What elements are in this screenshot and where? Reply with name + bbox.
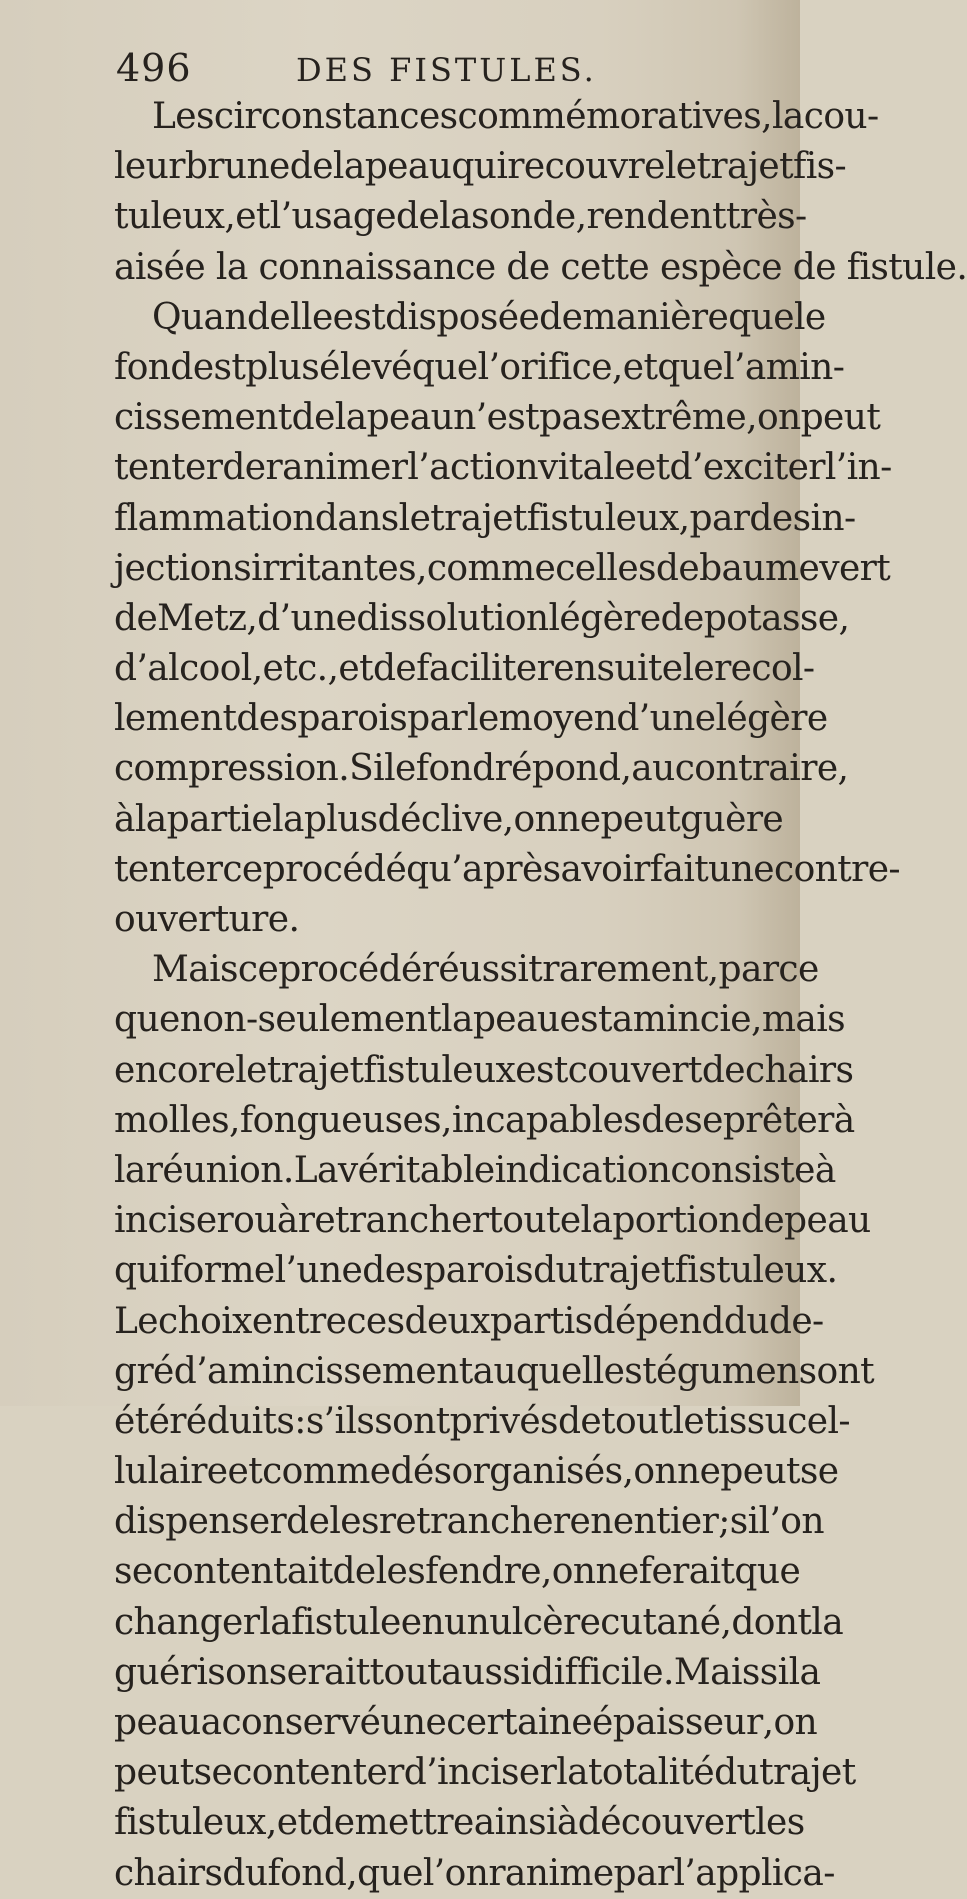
text-line: inciser ou à retrancher toute la portion de peau bbox=[114, 1200, 871, 1242]
text-line: tenter de ranimer l’action vitale et d’exciter l’in- bbox=[114, 447, 892, 489]
text-line: guérison serait tout aussi difficile. Mais si la bbox=[114, 1651, 821, 1693]
text-line: tuleux , et l’usage de la sonde , rendent très- bbox=[114, 196, 807, 238]
text-line: Mais ce procédé réussit rarement , parce bbox=[152, 949, 819, 991]
text-line: qui forme l’une des parois du trajet fistuleux. bbox=[114, 1250, 838, 1292]
text-line: aisée la connaissance de cette espèce de fistule. bbox=[114, 246, 967, 288]
text-line: cissement de la peau n’est pas extrême , on peut bbox=[114, 397, 881, 439]
text-line: peau a conservé une certaine épaisseur , on bbox=[114, 1702, 818, 1743]
text-line: Les circonstances commémoratives , la cou- bbox=[152, 96, 879, 137]
text-line: tenter ce procédé qu’après avoir fait une contre- bbox=[114, 848, 900, 890]
running-head: DES FISTULES. bbox=[296, 51, 597, 89]
text-line: leur brune de la peau qui recouvre le trajet fis- bbox=[114, 146, 847, 188]
text-line: Le choix entre ces deux partis dépend du de- bbox=[114, 1300, 824, 1342]
text-line: compression. Si le fond répond , au contraire , bbox=[114, 748, 849, 790]
text-line: dispenser de les retrancher en entier ; si l’on bbox=[114, 1501, 824, 1543]
text-line: chairs du fond , que l’on ranime par l’applica- bbox=[114, 1852, 835, 1894]
text-line: flammation dans le trajet fistuleux, par des in- bbox=[114, 497, 856, 539]
text-line: changer la fistule en un ulcère cutané , dont la bbox=[114, 1601, 844, 1643]
text-line: de Metz , d’une dissolution légère de potasse , bbox=[114, 597, 850, 639]
text-line: fond est plus élevé que l’orifice , et que l’amin- bbox=[114, 346, 845, 388]
text-line: molles , fongueuses , incapables de se prêter à bbox=[114, 1099, 855, 1141]
body-text bbox=[114, 92, 967, 1899]
text-line: encore le trajet fistuleux est couvert de chairs bbox=[114, 1049, 854, 1091]
text-line: ouverture. bbox=[114, 899, 300, 940]
text-line: lulaire et comme désorganisés , on ne peut se bbox=[114, 1451, 839, 1493]
text-line: gré d’amincissement auquel les tégumens ont bbox=[114, 1350, 875, 1392]
text-line: la réunion. La véritable indication consiste à bbox=[114, 1149, 836, 1191]
text-line: fistuleux , et de mettre ainsi à découvert les bbox=[114, 1802, 805, 1844]
text-line: se contentait de les fendre , on ne ferait que bbox=[114, 1551, 801, 1593]
text-line: d’alcool , etc. , et de faciliter ensuite le recol- bbox=[114, 648, 815, 690]
text-line: peut se contenter d’inciser la totalité du trajet bbox=[114, 1752, 856, 1794]
text-line: Quand elle est disposée de manière que le bbox=[152, 296, 826, 338]
page-header bbox=[0, 38, 800, 98]
text-line: jections irritantes , comme celles de baume vert bbox=[114, 547, 891, 589]
text-line: lement des parois par le moyen d’une légère bbox=[114, 698, 828, 740]
text-line: été réduits : s’ils sont privés de tout le tissu cel- bbox=[114, 1400, 850, 1442]
text-line: que non-seulement la peau est amincie , mais bbox=[114, 999, 846, 1041]
page-number: 496 bbox=[116, 46, 192, 90]
text-line: à la partie la plus déclive , on ne peut guère bbox=[114, 798, 784, 840]
